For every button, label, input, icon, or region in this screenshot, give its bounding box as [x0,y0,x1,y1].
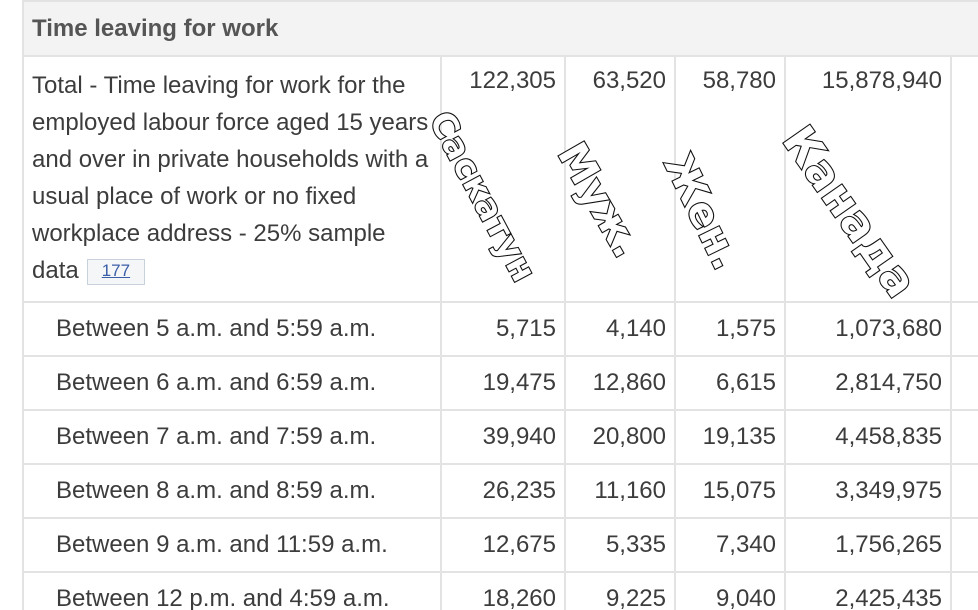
row-label: Between 7 a.m. and 7:59 a.m. [23,410,441,464]
handwritten-label-saskatoon: Саскатун [420,105,544,290]
row-value: 9,040 [675,572,785,610]
row-value: 19,475 [441,356,565,410]
row-label: Between 12 p.m. and 4:59 a.m. [23,572,441,610]
handwritten-label-female: Жен. [654,147,750,278]
row-label: Between 9 a.m. and 11:59 a.m. [23,518,441,572]
row-label: Between 6 a.m. and 6:59 a.m. [23,356,441,410]
row-value: 26,235 [441,464,565,518]
footnote-link-box[interactable] [87,259,145,285]
row-value: 1,073,680 [785,302,951,356]
overflow-cell [951,518,978,572]
row-value: 1,575 [675,302,785,356]
row-value: 9,225 [565,572,675,610]
table-row [23,302,978,356]
row-value: 39,940 [441,410,565,464]
total-row [23,56,978,302]
overflow-cell [951,572,978,610]
row-label: Between 5 a.m. and 5:59 a.m. [23,302,441,356]
row-value: 4,140 [565,302,675,356]
table-row [23,572,978,610]
overflow-cell [951,410,978,464]
overflow-cell [951,356,978,410]
table-row [23,518,978,572]
row-value: 2,425,435 [785,572,951,610]
row-label: Between 8 a.m. and 8:59 a.m. [23,464,441,518]
table-row [23,464,978,518]
handwritten-label-canada: Канада [772,117,927,308]
total-value-cell-3 [654,56,785,302]
total-label: Total - Time leaving for work for the employed labour force aged 15 years and over in private households with a usual place of work or no fixed workplace address - 25% sample data [32,72,429,284]
overflow-cell [951,302,978,356]
row-value: 12,675 [441,518,565,572]
row-value: 19,135 [675,410,785,464]
row-value: 4,458,835 [785,410,951,464]
total-value: 58,780 [702,67,776,94]
total-value: 122,305 [469,67,556,94]
total-value-cell-2 [548,56,675,302]
row-value: 7,340 [675,518,785,572]
table-row [23,410,978,464]
total-value-cell-1 [420,56,565,302]
table-row [23,356,978,410]
section-title: Time leaving for work [23,1,978,56]
overflow-cell [951,464,978,518]
total-value-cell-4 [772,56,951,308]
census-table [22,0,978,610]
footnote-link[interactable]: 177 [101,260,131,280]
handwritten-label-male: Муж. [548,135,651,267]
overflow-cell [951,56,978,302]
row-value: 2,814,750 [785,356,951,410]
row-value: 5,335 [565,518,675,572]
row-value: 1,756,265 [785,518,951,572]
total-label-cell [23,56,441,302]
row-value: 20,800 [565,410,675,464]
row-value: 15,075 [675,464,785,518]
total-value: 63,520 [592,67,666,94]
row-value: 6,615 [675,356,785,410]
row-value: 5,715 [441,302,565,356]
section-header-row [23,1,978,56]
total-value: 15,878,940 [821,67,942,94]
row-value: 12,860 [565,356,675,410]
row-value: 3,349,975 [785,464,951,518]
row-value: 18,260 [441,572,565,610]
row-value: 11,160 [565,464,675,518]
